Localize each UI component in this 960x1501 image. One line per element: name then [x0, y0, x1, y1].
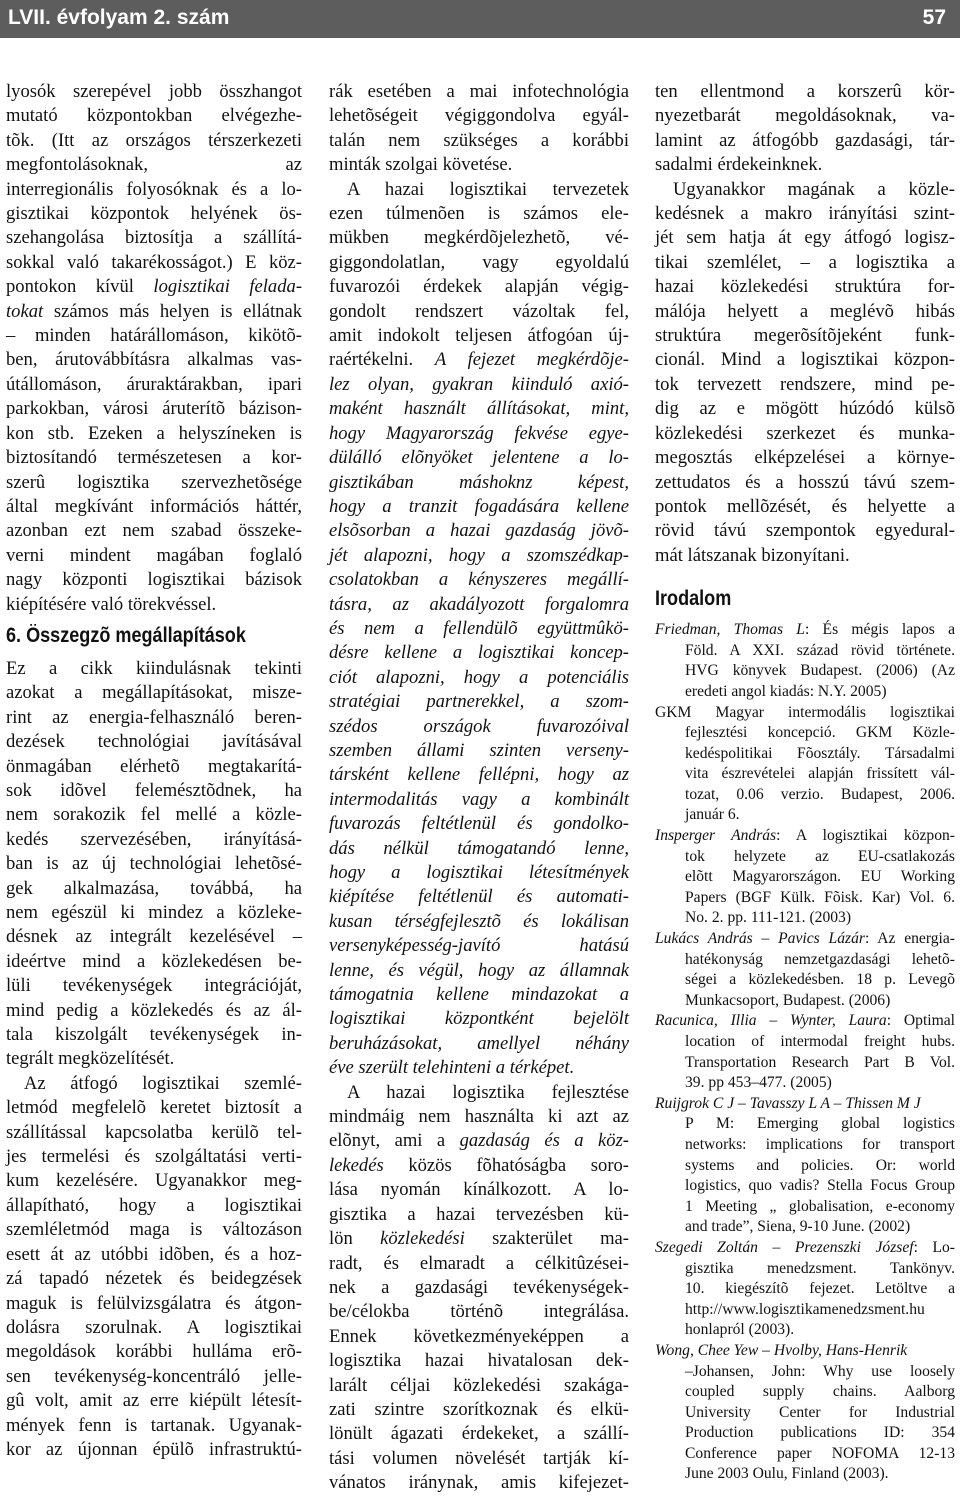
text-line: intermodalitás vagy a kombinált	[329, 788, 629, 810]
text-line: kor az újonnan épülõ infrastruktú-	[6, 1438, 302, 1460]
text-line: giggondolatlan, vagy egyoldalú	[329, 251, 629, 273]
text-line: logisztikai központként bejelölt	[329, 1008, 629, 1030]
italic-run: tokat	[6, 300, 44, 322]
text-run: location of intermodal freight hubs.	[685, 1033, 955, 1050]
text-run: gisztika menedzsment. Tankönyv.	[685, 1259, 955, 1277]
section-heading: 6. Összegzõ megállapítások	[6, 623, 246, 647]
text-run: 10. kiegészítõ fejezet. Letöltve a	[685, 1280, 955, 1298]
column-3	[655, 80, 955, 1485]
text-line: szehangolása biztosítja a szállítá-	[6, 227, 302, 249]
text-run: –Johansen, John: Why use loosely	[685, 1362, 955, 1380]
text-line: közlekedési szerkezet és munka-	[655, 422, 955, 444]
reference-line	[655, 908, 955, 929]
text-line: lez olyan, gyakran kiinduló axió-	[329, 373, 629, 395]
text-line: és nem a fellendülõ együttmûkö-	[329, 617, 629, 639]
text-line: logisztika hazai hivatalosan dek-	[329, 1350, 629, 1372]
section-heading: Irodalom	[655, 587, 732, 611]
reference-line	[655, 1382, 955, 1403]
text-line: szédos országok fuvarozóival	[329, 715, 629, 737]
reference-author: Ruijgrok C J – Tavasszy L A – Thissen M J	[655, 1094, 921, 1112]
reference-line	[655, 1259, 955, 1280]
text-line: ban is az új technológiai lehetõsé-	[6, 853, 302, 875]
reference-line	[655, 1073, 955, 1094]
text-line: kedés szervezésében, irányításá-	[6, 828, 302, 850]
text-line	[329, 348, 629, 372]
reference-author: Lukács András – Pavics Lázár	[655, 930, 865, 948]
text-line: mát látszanak bizonyítani.	[655, 544, 850, 566]
text-run: 1 Meeting „ globalisation, e-economy	[685, 1197, 955, 1215]
text-run: and trade”, Siena, 9-10 June. (2002)	[685, 1218, 911, 1236]
reference-line	[655, 661, 955, 682]
reference-author: Racunica, Illia – Wynter, Laura	[655, 1012, 887, 1030]
text-line: minták szolgai követése.	[329, 154, 513, 176]
text-line: nagy központi logisztikai bázisok	[6, 569, 302, 591]
text-run: elõtt Magyarországon. EU Working	[685, 868, 955, 886]
text-run: tozat, 0.06 verzio. Budapest, 2006.	[685, 785, 955, 803]
text-run: vita észrevételei alapján frissített vál-	[685, 765, 955, 783]
text-line	[329, 1154, 629, 1178]
text-line: A hazai logisztikai tervezetek	[347, 178, 629, 200]
text-line: önmagában elérhetõ megtakarítá-	[6, 755, 302, 777]
text-run: ségei a közlekedésben. 18 p. Levegõ	[685, 971, 955, 989]
text-run: eredeti angol kiadás: N.Y. 2005)	[685, 682, 887, 700]
text-line: tala kiszolgált tevékenységek in-	[6, 1024, 302, 1046]
text-run: : És mégis lapos a	[804, 621, 955, 639]
text-line: gisztikai központok helyének ös-	[6, 203, 302, 225]
text-line: állapítható, hogy a logisztikai	[6, 1194, 302, 1216]
text-line: struktúra megerõsítõjeként funk-	[655, 325, 955, 347]
reference-line	[655, 703, 955, 724]
text-line: sok idõvel felemésztõdnek, ha	[6, 779, 302, 801]
text-line: megoldások korábbi hulláma erõ-	[6, 1341, 302, 1363]
text-line: hogy Magyarország fekvése egye-	[329, 422, 629, 444]
text-line: hogy a tranzit fogadására kellene	[329, 495, 629, 517]
text-line: désnek az integrált kezelésével –	[6, 926, 302, 948]
text-line: dezések technológiai javításával	[6, 731, 302, 753]
text-run: Föld. A XXI. század rövid története.	[685, 641, 955, 659]
text-line: szerû logisztika szervezhetõsége	[6, 471, 302, 493]
text-line: nek a gazdasági tevékenységek-	[329, 1276, 629, 1298]
text-line: désre kellene a logisztikai koncep-	[329, 642, 629, 664]
text-line: lehetõségeit végiggondolva egyál-	[329, 105, 629, 127]
text-run: lön	[329, 1228, 381, 1250]
text-line: támogatnia kellene mindazokat a	[329, 984, 629, 1006]
column-2	[329, 80, 629, 1496]
text-run: honlapról (2003).	[685, 1321, 795, 1339]
text-run: University Center for Industrial	[685, 1403, 955, 1421]
text-line: szállítással kapcsolatba kerülõ tel-	[6, 1121, 302, 1143]
text-line: kiépítése feltétlenül és automati-	[329, 886, 629, 908]
text-line: ideértve mind a közlekedésen be-	[6, 950, 302, 972]
reference-line	[655, 847, 955, 868]
text-line: nyezetbarát megoldásoknak, va-	[655, 105, 955, 127]
text-line: parkokban, városi áruterítõ bázison-	[6, 398, 302, 420]
text-line: zati szintre szorítkoznak és elkü-	[329, 1398, 629, 1420]
text-line: letmód megfelelõ keretet biztosít a	[6, 1097, 302, 1119]
text-line: verni mindent magában foglaló	[6, 544, 302, 566]
text-run: Papers (BGF Külk. Fõisk. Kar) Vol. 6.	[685, 888, 955, 906]
text-line	[329, 1227, 629, 1251]
reference-line	[655, 1444, 955, 1465]
text-line: talán nem szükséges a korábbi	[329, 129, 629, 151]
text-line: mükben megkérdõjelezhetõ, vé-	[329, 227, 629, 249]
text-run: Transportation Research Part B Vol.	[685, 1053, 955, 1071]
reference-line	[655, 991, 955, 1012]
text-line: dülálló elõnyöket jelentene a lo-	[329, 447, 629, 469]
text-line: rák esetében a mai infotechnológia	[329, 81, 629, 102]
text-run: P M: Emerging global logistics	[685, 1115, 955, 1133]
reference-line	[655, 785, 955, 806]
text-line: gondolt rendszert vázoltak fel,	[329, 300, 629, 322]
text-run: HVG könyvek Budapest. (2006) (Az	[685, 662, 955, 680]
text-line: azonban ezt nem szabad összeke-	[6, 520, 302, 542]
text-line: lönült ágazati érdekeket, a szállí-	[329, 1423, 629, 1445]
text-run: No. 2. pp. 111-121. (2003)	[685, 909, 852, 927]
text-line: kedésnek a makro irányítási szint-	[655, 203, 955, 225]
reference-line	[655, 867, 955, 888]
text-line: Az átfogó logisztikai szemlé-	[24, 1072, 302, 1094]
italic-run: A fejezet megkérdõje-	[434, 349, 629, 371]
text-line: azokat a megállapításokat, misze-	[6, 682, 302, 704]
text-line: mindmáig nem használta ki azt az	[329, 1106, 629, 1128]
text-run: 39. pp 453–477. (2005)	[685, 1074, 832, 1092]
text-line: Ugyanakkor magának a közle-	[673, 178, 955, 200]
text-line: elsõsorban a hazai gazdaság jövõ-	[329, 520, 629, 542]
text-line: larált céljai közlekedési szakága-	[329, 1374, 629, 1396]
text-line	[6, 300, 302, 324]
text-line: jét alapozni, hogy a szomszédkap-	[329, 544, 629, 566]
text-line: mind pedig a közlekedés és az ál-	[6, 999, 302, 1021]
text-run: hatékonyság nemzetgazdasági lehetõ-	[685, 950, 955, 968]
reference-line	[655, 620, 955, 641]
text-run: Munkacsoport, Budapest. (2006)	[685, 991, 891, 1009]
text-line: interregionális folyosóknak és a lo-	[6, 178, 302, 200]
text-line: hazai közlekedési struktúra for-	[655, 276, 955, 298]
text-line: Ennek következményeképpen a	[329, 1325, 629, 1347]
text-run: systems and policies. Or: world	[685, 1156, 955, 1174]
italic-run: közlekedési	[380, 1228, 465, 1250]
text-line: kusan térségfejlesztõ és lokálisan	[329, 910, 629, 932]
text-run: networks: implications for transport	[685, 1135, 955, 1153]
reference-line	[655, 1197, 955, 1218]
text-line: által megkívánt információs háttér,	[6, 495, 302, 517]
text-line: ezen túlmenõen is számos ele-	[329, 203, 629, 225]
column-1	[6, 80, 302, 1462]
text-run: coupled supply chains. Aalborg	[685, 1383, 955, 1401]
text-line: vánatos iránynak, amis kifejezet-	[329, 1472, 629, 1494]
text-run: raértékelni.	[329, 349, 435, 371]
text-line: dolásra szorulnak. A logisztikai	[6, 1316, 302, 1338]
reference-line	[655, 1032, 955, 1053]
reference-line	[655, 1362, 955, 1383]
text-run: June 2003 Oulu, Finland (2003).	[685, 1465, 889, 1483]
italic-run: lekedés	[329, 1154, 384, 1176]
text-line: A hazai logisztika fejlesztése	[347, 1081, 629, 1103]
reference-line	[655, 888, 955, 909]
text-run: kedéspolitikai Fõosztály. Társadalmi	[685, 744, 955, 762]
text-line: lása nyomán kínálkozott. A lo-	[329, 1179, 629, 1201]
reference-line	[655, 826, 955, 847]
page-number: 57	[922, 6, 946, 29]
text-run: : Optimal	[886, 1012, 955, 1030]
reference-line	[655, 1156, 955, 1177]
text-run: GKM Magyar intermodális logisztikai	[655, 703, 955, 721]
text-line: gisztikában máshoknz képest,	[329, 471, 629, 493]
text-line: szemben állami szinten verseny-	[329, 739, 629, 761]
text-line: lenne, és végül, hogy az államnak	[329, 959, 629, 981]
text-line: hogy a logisztikai létesítmények	[329, 862, 629, 883]
text-line	[6, 275, 302, 299]
text-line: – minden határállomáson, kikötõ-	[6, 325, 302, 347]
text-line: mutató központokban elvégezhe-	[6, 105, 302, 127]
text-line: stratégiai partnerekkel, a szom-	[329, 691, 629, 713]
reference-line	[655, 1094, 955, 1115]
text-line: pontok mellõzését, és helyette a	[655, 495, 955, 517]
text-line: tok tervezett rendszere, mind pe-	[655, 373, 955, 395]
text-line: jes termelési és szolgáltatási verti-	[6, 1146, 302, 1168]
text-line: sokkal való takarékosságot.) E köz-	[6, 251, 302, 273]
text-line	[329, 1129, 629, 1153]
text-line: tikai szemlélet, – a logisztika a	[655, 251, 955, 273]
text-line: tási volumen növelését tartják kí-	[329, 1447, 629, 1469]
text-line: szemléletmód maga is változáson	[6, 1219, 302, 1241]
reference-line	[655, 1176, 955, 1197]
text-line: gisztika a hazai tervezésben kü-	[329, 1203, 629, 1225]
reference-line	[655, 950, 955, 971]
text-line: sen tevékenység-koncentráló jelle-	[6, 1365, 302, 1387]
reference-line	[655, 929, 955, 950]
reference-line	[655, 1053, 955, 1074]
text-line: csolatokban a kényszeres megállí-	[329, 569, 629, 591]
text-run: számos más helyen is ellátnak	[43, 300, 302, 322]
text-line: biztosítandó természetesen a kor-	[6, 447, 302, 469]
reference-line	[655, 1403, 955, 1424]
text-line: be/célokba történõ integrálása.	[329, 1301, 629, 1323]
reference-line	[655, 1320, 955, 1341]
reference-author: Szegedi Zoltán – Prezenszki József	[655, 1238, 914, 1256]
reference-line	[655, 1341, 955, 1362]
text-line: málója helyett a meglévõ hibás	[655, 300, 955, 322]
text-line: megfontolásoknak, az	[6, 154, 302, 176]
text-line: lyosók szerepével jobb összhangot	[6, 81, 302, 102]
text-line: ten ellentmond a korszerû kör-	[655, 81, 955, 102]
reference-list	[655, 620, 955, 1485]
volume-label: LVII. évfolyam 2. szám	[8, 6, 230, 29]
text-line: kon stb. Ezeken a helyszíneken is	[6, 422, 302, 444]
reference-line	[655, 764, 955, 785]
reference-author: Insperger András	[655, 827, 777, 845]
text-line: kiépítésére való törekvéssel.	[6, 593, 217, 615]
text-line: éve szerült telehinteni a térképet.	[329, 1057, 575, 1079]
text-line: társként kellene fellépni, hogy az	[329, 764, 629, 786]
text-line: útállomáson, áruraktárakban, ipari	[6, 373, 302, 395]
reference-line	[655, 1114, 955, 1135]
text-line: Ez a cikk kiindulásnak tekinti	[6, 657, 302, 679]
text-line: dás nélkül támogatandó lenne,	[329, 837, 629, 859]
text-line: maként használt állításokat, mint,	[329, 398, 629, 420]
text-run: elõnyt, ami a	[329, 1130, 460, 1152]
text-line: zettudatos és a hosszú távú szem-	[655, 471, 955, 493]
text-run: szakterület ma-	[464, 1228, 629, 1250]
reference-line	[655, 1300, 955, 1321]
reference-line	[655, 1135, 955, 1156]
text-run: http://www.logisztikamenedzsment.hu	[685, 1300, 925, 1318]
reference-line	[655, 1238, 955, 1259]
text-line: cionál. Mind a logisztikai közpon-	[655, 349, 955, 371]
text-line: lüli tevékenységek integrációját,	[6, 975, 302, 997]
reference-line	[655, 970, 955, 991]
italic-run: logisztikai felada-	[153, 276, 303, 298]
text-run: közös fõhatóságba soro-	[383, 1154, 629, 1176]
text-run: : Az energia-	[864, 930, 955, 948]
reference-author: Wong, Chee Yew – Hvolby, Hans-Henrik	[655, 1341, 908, 1359]
text-line: fuvarozás feltétlenül és gondolko-	[329, 813, 629, 835]
text-line: tásra, az akadályozott forgalomra	[329, 593, 629, 615]
text-line: gek alkalmazása, továbbá, ha	[6, 877, 302, 899]
text-line: radt, és elmaradt a célkitûzései-	[329, 1252, 629, 1274]
italic-run: gazdaság és a köz-	[459, 1130, 629, 1152]
text-line: gû volt, amit az erre kiépült létesít-	[6, 1390, 302, 1412]
text-line: amit indokolt teljesen átfogóan új-	[329, 325, 629, 347]
page-header	[0, 0, 960, 38]
text-line: beruházásokat, amellyel néhány	[329, 1032, 629, 1054]
reference-line	[655, 1217, 955, 1238]
reference-author: Friedman, Thomas L	[655, 621, 805, 639]
reference-line	[655, 1423, 955, 1444]
reference-line	[655, 723, 955, 744]
text-run: : A logisztikai közpon-	[776, 827, 955, 845]
reference-line	[655, 1011, 955, 1032]
text-line: nem egészül ki mindez a közleke-	[6, 902, 302, 923]
text-run: január 6.	[685, 806, 740, 824]
text-line: maguk is felülvizsgálatra és átgon-	[6, 1292, 302, 1314]
reference-line	[655, 744, 955, 765]
text-line: zá tapadó nézetek és beidegzések	[6, 1268, 302, 1290]
reference-line	[655, 1464, 955, 1485]
text-line: tegrált megközelítését.	[6, 1048, 175, 1070]
text-run: Production publications ID: 354	[685, 1424, 955, 1442]
text-line: esett át az utóbbi idõben, és a hoz-	[6, 1243, 302, 1265]
text-line: ciót alapozni, hogy a potenciális	[329, 666, 629, 688]
text-run: : Lo-	[913, 1238, 955, 1256]
reference-line	[655, 1279, 955, 1300]
reference-line	[655, 805, 955, 826]
text-run: tok helyzete az EU-csatlakozás	[685, 847, 955, 865]
text-line: mények fenn is tartanak. Ugyanak-	[6, 1414, 302, 1436]
reference-line	[655, 641, 955, 662]
text-line: versenyképesség-javító hatású	[329, 935, 629, 957]
text-line: nem sorakozik fel mellé a közle-	[6, 804, 302, 826]
text-line: ben, árutovábbításra alkalmas vas-	[6, 349, 302, 371]
text-line: sadalmi érdekeinknek.	[655, 154, 823, 176]
text-line: jét sem hatja át egy átfogó logisz-	[655, 227, 955, 249]
reference-line	[655, 682, 955, 703]
text-line: dig az e mögött húzódó külsõ	[655, 398, 955, 420]
text-line: tõk. (Itt az országos térszerkezeti	[6, 129, 302, 151]
text-run: fejlesztési koncepció. GKM Közle-	[685, 724, 955, 742]
text-line: fuvarozói érdekek alapján végig-	[329, 276, 629, 298]
text-run: logistics, quo vadis? Stella Focus Group	[685, 1177, 955, 1195]
text-line: rövid távú szempontok egyedural-	[655, 520, 955, 542]
text-run: pontokon kívül	[6, 276, 154, 298]
text-line: rint az energia-felhasználó beren-	[6, 706, 302, 728]
text-run: Conference paper NOFOMA 12-13	[685, 1444, 955, 1462]
text-line: kum kezelésére. Ugyanakkor meg-	[6, 1170, 302, 1192]
text-line: lamint az átfogóbb gazdasági, tár-	[655, 129, 955, 151]
text-line: megosztás elképzelései a környe-	[655, 447, 955, 469]
